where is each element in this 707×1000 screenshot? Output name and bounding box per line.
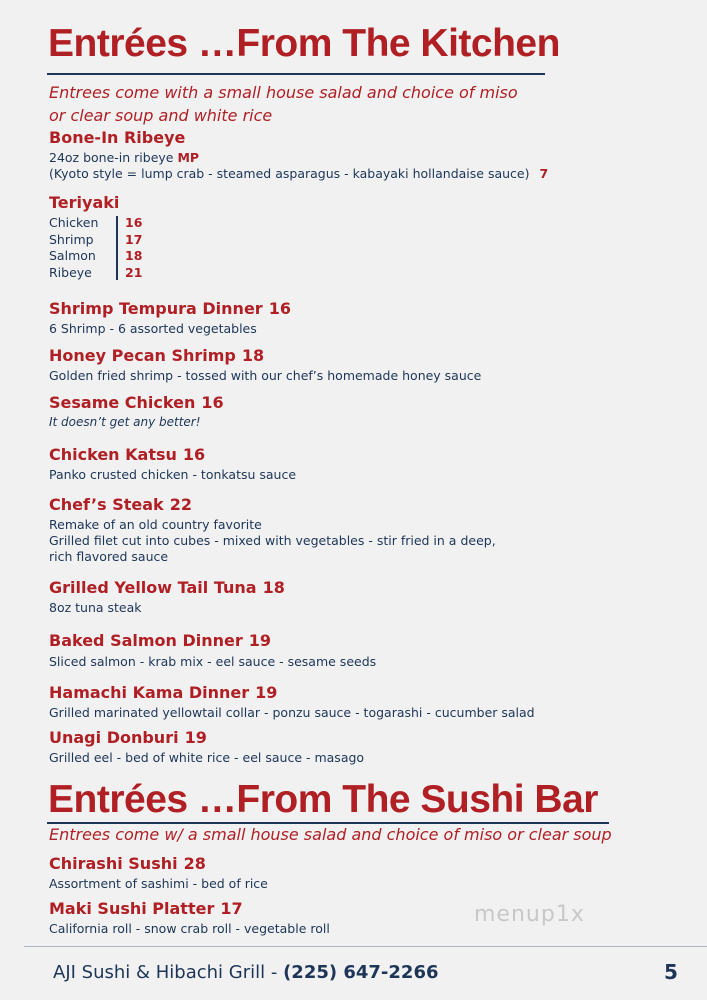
teriyaki-option-price: 17 xyxy=(125,231,143,247)
menu-item-name: Unagi Donburi xyxy=(49,728,179,747)
kyoto-style-text: (Kyoto style = lump crab - steamed asparagus - kabayaki hollandaise sauce) xyxy=(49,166,530,181)
menu-item-price: 22 xyxy=(169,495,192,514)
teriyaki-option-name: Salmon xyxy=(49,248,96,264)
teriyaki-option-price: 16 xyxy=(125,215,143,230)
menu-item-title xyxy=(49,578,285,597)
menu-item-price: 16 xyxy=(201,393,224,412)
menu-item-name: Maki Sushi Platter xyxy=(49,899,215,918)
menu-item-name: Chicken Katsu xyxy=(49,445,177,464)
menu-item-desc-line: Grilled filet cut into cubes - mixed with vegetables - stir fried in a deep, xyxy=(49,533,496,548)
kitchen-heading-rule xyxy=(47,73,545,75)
kitchen-intro-line: Entrees come with a small house salad and choice of miso xyxy=(49,83,518,102)
menu-item-desc: California roll - snow crab roll - vegetable roll xyxy=(49,921,330,936)
kyoto-style-price: 7 xyxy=(539,166,549,181)
ribeye-desc-text: 24oz bone-in ribeye xyxy=(49,150,174,165)
teriyaki-prices xyxy=(125,215,142,282)
menu-item-desc: 8oz tuna steak xyxy=(49,600,142,615)
menu-item-title: Bone-In Ribeye xyxy=(49,128,186,147)
footer-rule xyxy=(24,946,707,947)
menu-item-desc: Golden fried shrimp - tossed with our chef’s homemade honey sauce xyxy=(49,368,482,383)
menu-item-name: Grilled Yellow Tail Tuna xyxy=(49,578,257,597)
menu-item-price: 19 xyxy=(184,728,207,747)
page-number: 5 xyxy=(664,960,678,984)
menu-item-desc xyxy=(49,517,496,565)
menu-item-title xyxy=(49,445,205,464)
menu-item-price: 18 xyxy=(262,578,285,597)
menu-item-price: 18 xyxy=(241,346,265,365)
menu-item-desc: Panko crusted chicken - tonkatsu sauce xyxy=(49,467,297,482)
menu-item-title: Teriyaki xyxy=(49,193,120,212)
menu-item-price: 19 xyxy=(255,683,278,702)
watermark: menup1x xyxy=(474,902,585,927)
menu-item-title xyxy=(49,683,277,702)
kitchen-heading: Entrées …From The Kitchen xyxy=(48,22,560,65)
menu-item-title xyxy=(49,728,207,747)
menu-item-price: 19 xyxy=(248,631,272,650)
teriyaki-options xyxy=(49,215,98,282)
menu-item-desc: Grilled eel - bed of white rice - eel sauce - masago xyxy=(49,750,365,765)
menu-item-desc-line: rich flavored sauce xyxy=(49,549,169,564)
menu-item-name: Honey Pecan Shrimp xyxy=(49,346,236,365)
menu-item-price: 17 xyxy=(220,899,243,918)
menu-item-title xyxy=(49,393,224,412)
menu-item-desc: Assortment of sashimi - bed of rice xyxy=(49,876,268,891)
menu-item-price: 28 xyxy=(183,854,206,873)
menu-item-price: 16 xyxy=(182,445,206,464)
menu-item-title xyxy=(49,346,264,365)
menu-item-desc xyxy=(49,150,199,166)
menu-item-title xyxy=(49,899,243,918)
sushi-bar-intro: Entrees come w/ a small house salad and choice of miso or clear soup xyxy=(49,825,612,844)
ribeye-price: MP xyxy=(177,150,200,165)
menu-item-title xyxy=(49,854,206,873)
menu-item-title xyxy=(49,495,192,514)
sushi-bar-heading: Entrées …From The Sushi Bar xyxy=(48,778,598,821)
teriyaki-option-price: 21 xyxy=(125,265,143,281)
kitchen-intro-line: or clear soup and white rice xyxy=(49,106,273,125)
teriyaki-option-price: 18 xyxy=(125,248,143,264)
menu-item-desc: Sliced salmon - krab mix - eel sauce - sesame seeds xyxy=(49,654,377,669)
menu-item-price: 16 xyxy=(268,299,291,318)
menu-item-desc: 6 Shrimp - 6 assorted vegetables xyxy=(49,321,257,336)
menu-item-desc: Grilled marinated yellowtail collar - ponzu sauce - togarashi - cucumber salad xyxy=(49,705,535,720)
footer-restaurant-name: AJI Sushi & Hibachi Grill - xyxy=(53,962,284,983)
menu-item-desc: It doesn’t get any better! xyxy=(49,415,201,429)
menu-item-name: Shrimp Tempura Dinner xyxy=(49,299,263,318)
teriyaki-option-name: Shrimp xyxy=(49,231,94,247)
footer-phone[interactable]: (225) 647-2266 xyxy=(283,962,439,983)
menu-item-name: Chirashi Sushi xyxy=(49,854,178,873)
teriyaki-option-name: Chicken xyxy=(49,215,99,230)
menu-item-title xyxy=(49,299,291,318)
menu-item-name: Sesame Chicken xyxy=(49,393,196,412)
teriyaki-divider xyxy=(116,216,118,280)
menu-item-name: Chef’s Steak xyxy=(49,495,164,514)
menu-item-desc xyxy=(49,166,548,182)
teriyaki-option-name: Ribeye xyxy=(49,265,92,281)
menu-item-name: Hamachi Kama Dinner xyxy=(49,683,250,702)
menu-item-title xyxy=(49,631,271,650)
footer xyxy=(53,962,439,983)
menu-item-desc-line: Remake of an old country favorite xyxy=(49,517,262,532)
kitchen-intro xyxy=(49,81,518,127)
menu-item-name: Baked Salmon Dinner xyxy=(49,631,243,650)
